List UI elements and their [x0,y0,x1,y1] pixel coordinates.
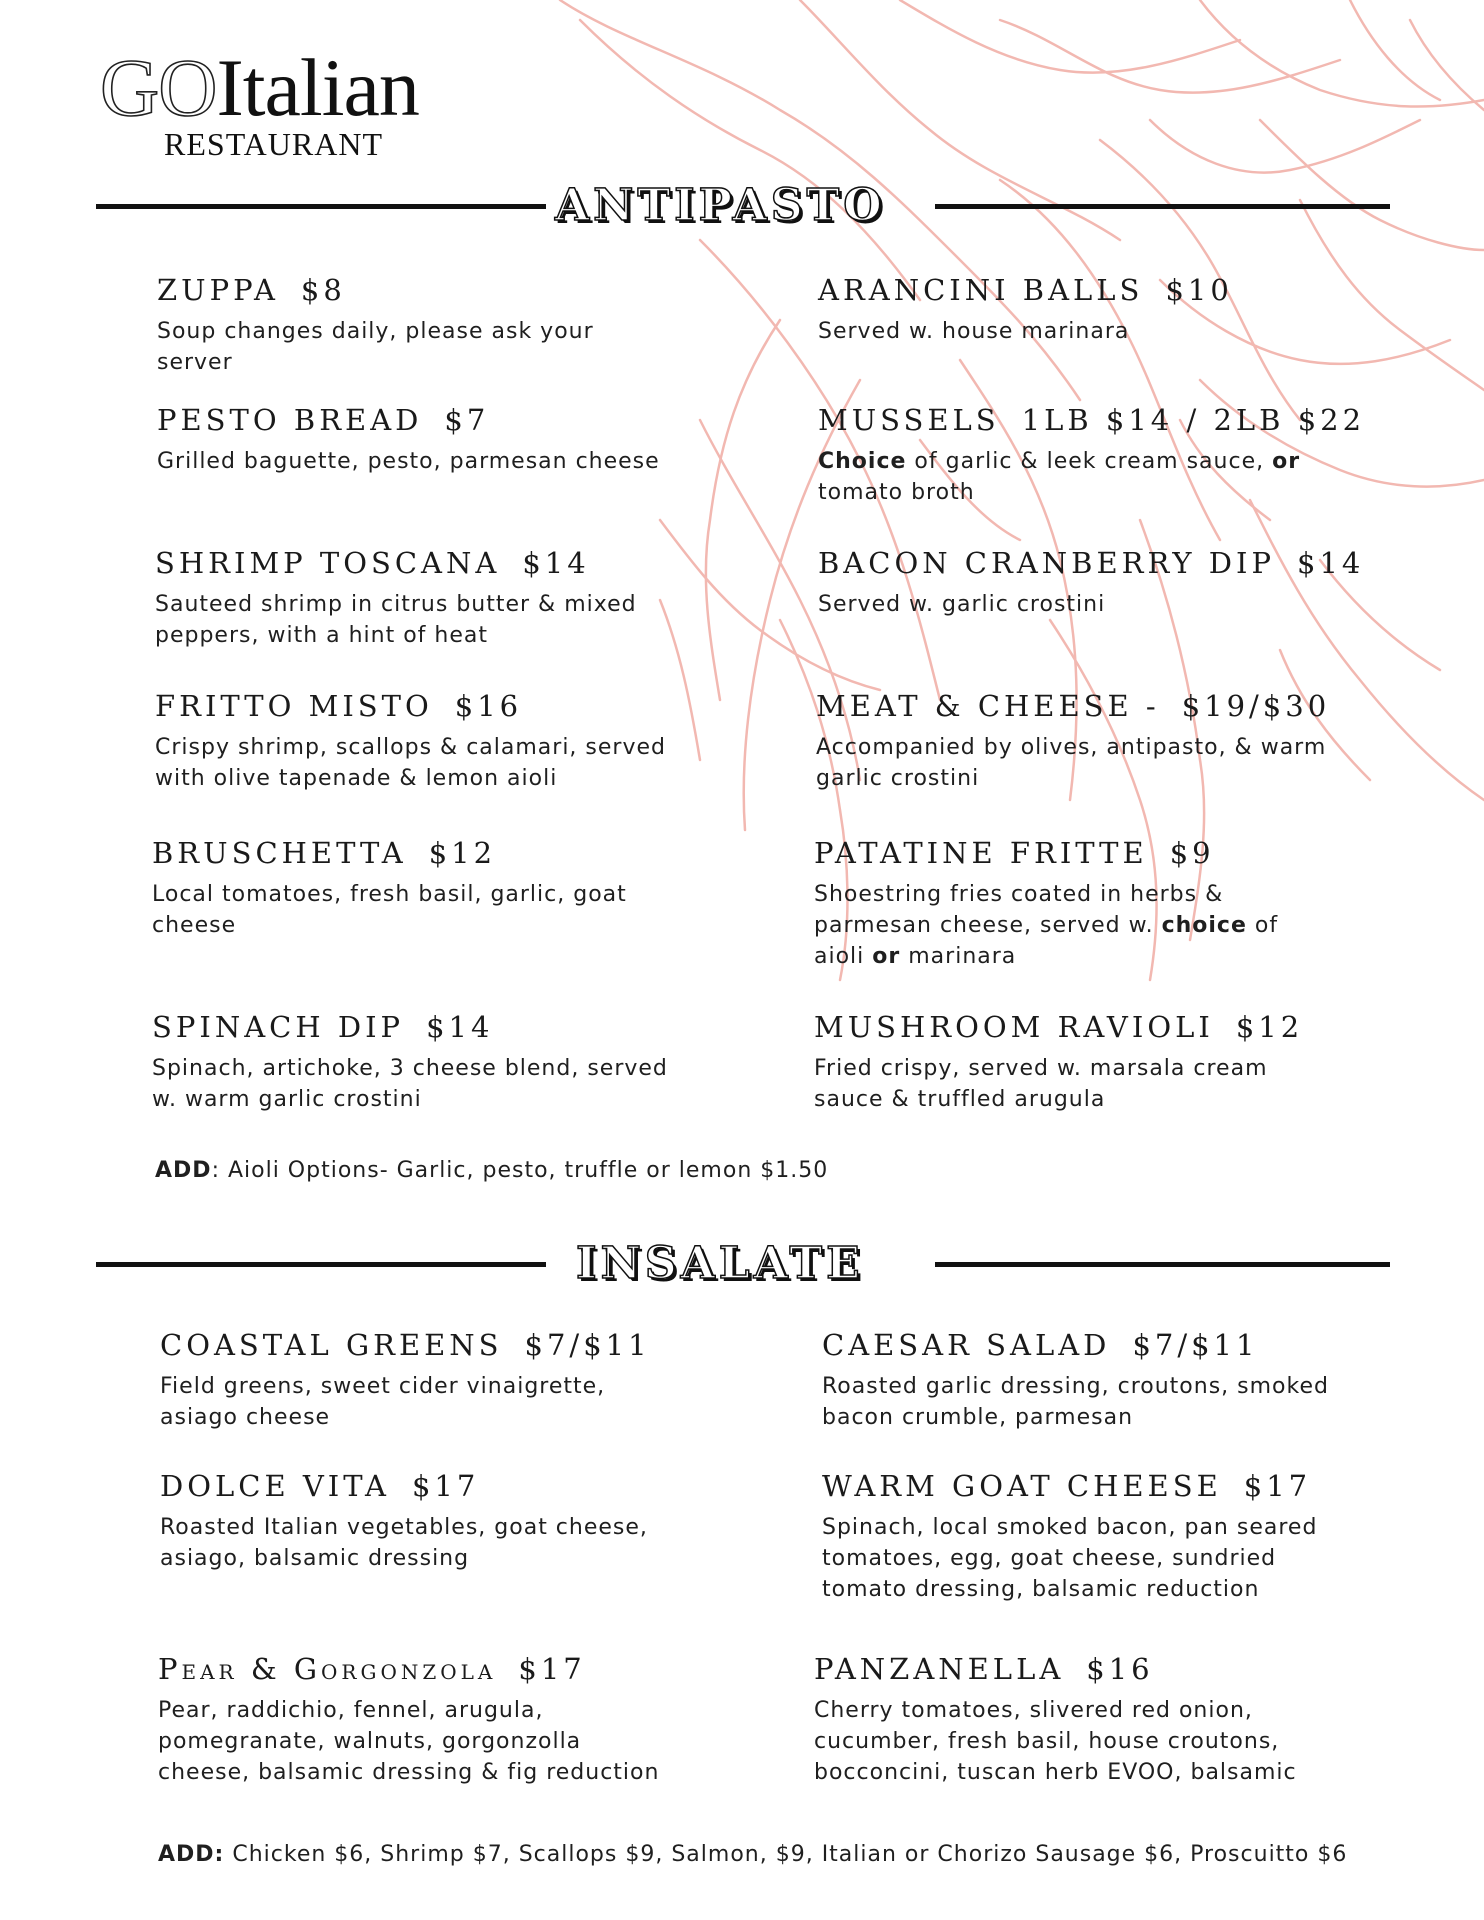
item-description [160,1512,680,1574]
item-title [818,545,1365,581]
description-text: Spinach, artichoke, 3 cheese blend, served w. warm garlic crostini [152,1056,668,1112]
description-text: Soup changes daily, please ask your server [157,319,594,375]
add-text: : Aioli Options- Garlic, pesto, truffle or lemon $1.50 [211,1158,829,1183]
item-title [814,1009,1334,1045]
menu-item [160,1468,680,1574]
restaurant-logo [100,42,419,162]
insalate-add-note [158,1842,1347,1867]
antipasto-rule-left [96,204,546,209]
menu-item [816,688,1336,794]
item-name: FRITTO MISTO [155,689,433,723]
item-description [818,446,1338,508]
antipasto-add-note [155,1158,828,1183]
item-title [816,688,1336,724]
menu-item [818,272,1338,347]
add-label: ADD: [158,1842,225,1867]
item-title [818,272,1338,308]
menu-item [822,1327,1342,1433]
item-price: $17 [411,1469,480,1503]
item-description [818,589,1338,620]
item-price: $17 [1243,1469,1312,1503]
description-text: of garlic & leek cream sauce, [906,449,1273,474]
item-description [152,879,672,941]
item-description [157,316,677,378]
item-price: $10 [1165,273,1233,307]
item-description [814,1053,1334,1115]
item-title [157,272,677,308]
logo-go: GO [100,42,217,133]
item-price: $12 [428,836,497,870]
item-name: Pear & Gorgonzola [158,1652,497,1686]
description-text: of aioli [814,913,1279,969]
item-price: $16 [1086,1652,1154,1686]
emphasis-text: choice [1161,913,1247,938]
add-text: Chicken $6, Shrimp $7, Scallops $9, Salmon, $9, Italian or Chorizo Sausage $6, Proscuitto $6 [224,1842,1348,1867]
item-description [155,589,675,651]
item-title [157,402,677,438]
description-text: Local tomatoes, fresh basil, garlic, goat cheese [152,882,627,938]
item-title [160,1468,680,1504]
item-title [822,1327,1342,1363]
item-title [814,835,1334,871]
description-text: Cherry tomatoes, slivered red onion, cucumber, fresh basil, house croutons, bocconcini, tuscan herb EVOO, balsamic [814,1698,1297,1785]
item-price: $17 [518,1652,586,1686]
item-title [155,688,675,724]
emphasis-text: or [1272,449,1301,474]
description-text: Roasted Italian vegetables, goat cheese, asiago, balsamic dressing [160,1515,648,1571]
insalate-rule-left [96,1262,546,1267]
item-description [814,1695,1334,1788]
antipasto-rule-right [935,204,1390,209]
menu-item [157,272,677,378]
description-text: Grilled baguette, pesto, parmesan cheese [157,449,660,474]
item-title [814,1651,1334,1687]
logo-subtitle: RESTAURANT [164,126,383,162]
menu-item [822,1468,1342,1605]
item-name: SPINACH DIP [152,1010,405,1044]
item-description [158,1695,678,1788]
menu-item [155,688,675,794]
menu-item [814,1009,1334,1115]
menu-item [158,1651,678,1788]
description-text: Field greens, sweet cider vinaigrette, asiago cheese [160,1374,606,1430]
emphasis-text: or [872,944,901,969]
item-title [155,545,675,581]
item-name: MUSSELS [818,403,1000,437]
menu-item [157,402,677,477]
description-text: Served w. garlic crostini [818,592,1106,617]
item-name: BRUSCHETTA [152,836,407,870]
item-description [157,446,677,477]
item-description [814,879,1334,972]
description-text: marinara [900,944,1017,969]
item-price: $14 [522,546,590,580]
item-price: $7/$11 [1132,1328,1259,1362]
description-text: Accompanied by olives, antipasto, & warm garlic crostini [816,735,1327,791]
description-text: Crispy shrimp, scallops & calamari, served with olive tapenade & lemon aioli [155,735,666,791]
item-description [152,1053,672,1115]
item-name: COASTAL GREENS [160,1328,503,1362]
description-text: tomato broth [818,480,975,505]
item-description [822,1512,1342,1605]
menu-item [152,835,672,941]
item-name: BACON CRANBERRY DIP [818,546,1275,580]
item-title [822,1468,1342,1504]
description-text: Pear, raddichio, fennel, arugula, pomegranate, walnuts, gorgonzolla cheese, balsamic dressing & fig reduction [158,1698,660,1785]
item-price: $7/$11 [524,1328,651,1362]
item-price: $8 [300,273,346,307]
item-price: $14 [1297,546,1365,580]
item-title [818,402,1366,438]
item-price: $16 [454,689,523,723]
logo-italian: Italian [216,42,419,133]
description-text: Spinach, local smoked bacon, pan seared tomatoes, egg, goat cheese, sundried tomato dressing, balsamic reduction [822,1515,1318,1602]
menu-item [814,835,1334,972]
item-name: PANZANELLA [814,1652,1065,1686]
item-name: MEAT & CHEESE - [816,689,1160,723]
item-description [822,1371,1342,1433]
description-text: Served w. house marinara [818,319,1130,344]
item-name: PESTO BREAD [157,403,423,437]
description-text: Shoestring fries coated in herbs & parmesan cheese, served w. [814,882,1224,938]
item-title [158,1651,678,1687]
add-label: ADD [155,1158,212,1183]
item-name: ARANCINI BALLS [818,273,1144,307]
menu-item [814,1651,1334,1788]
item-name: PATATINE FRITTE [814,836,1148,870]
menu-item [818,402,1366,508]
menu-item [160,1327,680,1433]
menu-item [155,545,675,651]
item-name: ZUPPA [157,273,279,307]
item-description [816,732,1336,794]
insalate-heading: INSALATE [576,1238,864,1289]
item-name: SHRIMP TOSCANA [155,546,501,580]
description-text: Sauteed shrimp in citrus butter & mixed peppers, with a hint of heat [155,592,637,648]
item-name: CAESAR SALAD [822,1328,1111,1362]
item-price: $19/$30 [1181,689,1331,723]
logo-wordmark [100,42,419,133]
menu-item [152,1009,672,1115]
item-price: $14 [426,1010,494,1044]
insalate-rule-right [935,1262,1390,1267]
item-name: MUSHROOM RAVIOLI [814,1010,1214,1044]
description-text: Roasted garlic dressing, croutons, smoked bacon crumble, parmesan [822,1374,1329,1430]
item-name: WARM GOAT CHEESE [822,1469,1222,1503]
item-title [160,1327,680,1363]
description-text: Fried crispy, served w. marsala cream sauce & truffled arugula [814,1056,1268,1112]
emphasis-text: Choice [818,449,907,474]
item-price: 1LB $14 / 2LB $22 [1021,403,1366,437]
antipasto-heading: ANTIPASTO [555,180,886,231]
item-price: $7 [444,403,490,437]
item-title [152,835,672,871]
item-price: $9 [1169,836,1215,870]
menu-item [818,545,1365,620]
item-name: DOLCE VITA [160,1469,390,1503]
item-description [160,1371,680,1433]
item-description [818,316,1338,347]
item-price: $12 [1235,1010,1304,1044]
item-description [155,732,675,794]
item-title [152,1009,672,1045]
